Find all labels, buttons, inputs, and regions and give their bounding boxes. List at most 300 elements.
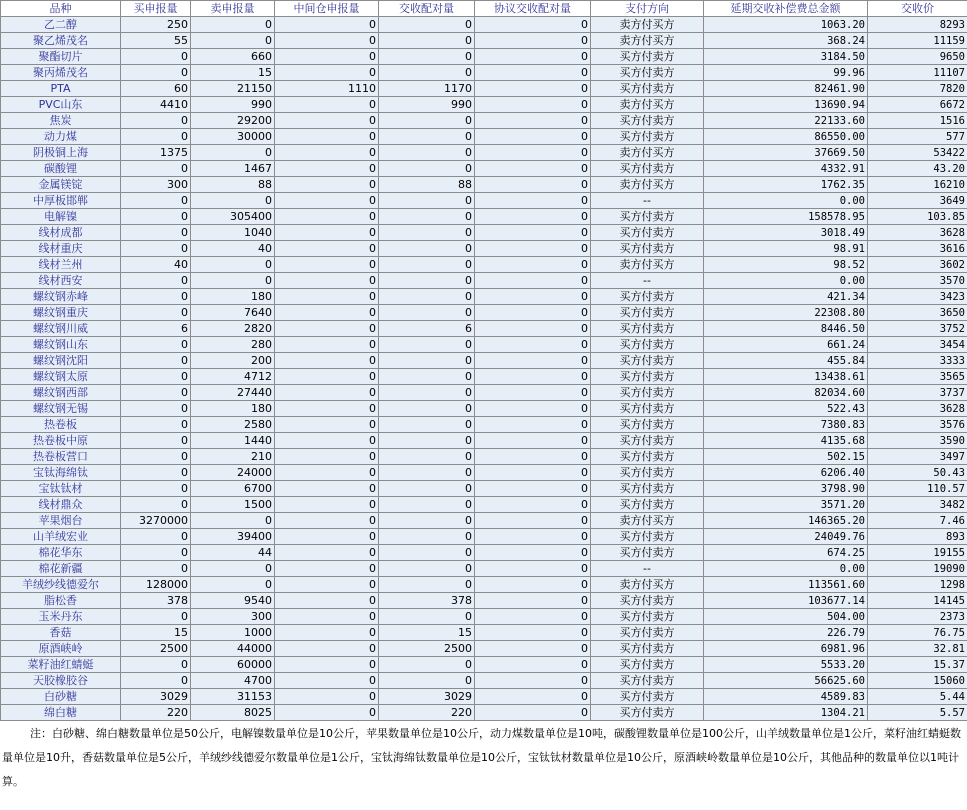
compensation-cell: 56625.60 [704, 673, 868, 689]
sell-qty-cell: 1500 [191, 497, 275, 513]
agreement-qty-cell: 0 [475, 609, 591, 625]
price-cell: 32.81 [868, 641, 967, 657]
pay-direction-cell: 卖方付买方 [591, 177, 704, 193]
price-cell: 76.75 [868, 625, 967, 641]
matched-qty-cell: 0 [379, 497, 475, 513]
agreement-qty-cell: 0 [475, 113, 591, 129]
mid-qty-cell: 0 [275, 465, 379, 481]
compensation-cell: 8446.50 [704, 321, 868, 337]
price-cell: 2373 [868, 609, 967, 625]
table-row [1, 113, 967, 129]
buy-qty-cell: 0 [121, 385, 191, 401]
buy-qty-cell: 220 [121, 705, 191, 721]
variety-cell: PTA [1, 81, 121, 97]
matched-qty-cell: 0 [379, 465, 475, 481]
variety-cell: 菜籽油红蜻蜓 [1, 657, 121, 673]
table-row [1, 481, 967, 497]
matched-qty-cell: 88 [379, 177, 475, 193]
variety-cell: 电解镍 [1, 209, 121, 225]
price-cell: 3752 [868, 321, 967, 337]
compensation-cell: 3018.49 [704, 225, 868, 241]
table-row [1, 497, 967, 513]
mid-qty-cell: 0 [275, 657, 379, 673]
sell-qty-cell: 0 [191, 273, 275, 289]
table-row [1, 337, 967, 353]
sell-qty-cell: 200 [191, 353, 275, 369]
buy-qty-cell: 0 [121, 113, 191, 129]
agreement-qty-cell: 0 [475, 561, 591, 577]
matched-qty-cell: 990 [379, 97, 475, 113]
matched-qty-cell: 0 [379, 609, 475, 625]
price-cell: 15060 [868, 673, 967, 689]
table-row [1, 561, 967, 577]
sell-qty-cell: 0 [191, 513, 275, 529]
price-cell: 103.85 [868, 209, 967, 225]
sell-qty-cell: 300 [191, 609, 275, 625]
table-row [1, 609, 967, 625]
header-compensation-total: 延期交收补偿费总金额 [704, 1, 868, 17]
buy-qty-cell: 0 [121, 129, 191, 145]
buy-qty-cell: 0 [121, 449, 191, 465]
variety-cell: 线材鼎众 [1, 497, 121, 513]
mid-qty-cell: 0 [275, 513, 379, 529]
price-cell: 7820 [868, 81, 967, 97]
price-cell: 577 [868, 129, 967, 145]
variety-cell: 螺纹钢太原 [1, 369, 121, 385]
agreement-qty-cell: 0 [475, 273, 591, 289]
compensation-cell: 103677.14 [704, 593, 868, 609]
price-cell: 3565 [868, 369, 967, 385]
pay-direction-cell: 买方付卖方 [591, 593, 704, 609]
price-cell: 5.57 [868, 705, 967, 721]
sell-qty-cell: 44 [191, 545, 275, 561]
price-cell: 3602 [868, 257, 967, 273]
variety-cell: 聚乙烯茂名 [1, 33, 121, 49]
variety-cell: 线材西安 [1, 273, 121, 289]
matched-qty-cell: 0 [379, 337, 475, 353]
compensation-cell: 4135.68 [704, 433, 868, 449]
table-row [1, 433, 967, 449]
price-cell: 3616 [868, 241, 967, 257]
agreement-qty-cell: 0 [475, 161, 591, 177]
table-row [1, 305, 967, 321]
price-cell: 8293 [868, 17, 967, 33]
sell-qty-cell: 1040 [191, 225, 275, 241]
compensation-cell: 13438.61 [704, 369, 868, 385]
buy-qty-cell: 40 [121, 257, 191, 273]
matched-qty-cell: 0 [379, 241, 475, 257]
agreement-qty-cell: 0 [475, 481, 591, 497]
variety-cell: 羊绒纱线德爱尔 [1, 577, 121, 593]
table-row [1, 209, 967, 225]
agreement-qty-cell: 0 [475, 369, 591, 385]
compensation-cell: 98.52 [704, 257, 868, 273]
table-row [1, 625, 967, 641]
variety-cell: 玉米丹东 [1, 609, 121, 625]
pay-direction-cell: 买方付卖方 [591, 289, 704, 305]
pay-direction-cell: 买方付卖方 [591, 465, 704, 481]
table-row [1, 705, 967, 721]
matched-qty-cell: 0 [379, 353, 475, 369]
compensation-cell: 5533.20 [704, 657, 868, 673]
price-cell: 3576 [868, 417, 967, 433]
agreement-qty-cell: 0 [475, 657, 591, 673]
table-row [1, 353, 967, 369]
variety-cell: 天胶橡胶谷 [1, 673, 121, 689]
mid-qty-cell: 0 [275, 17, 379, 33]
sell-qty-cell: 305400 [191, 209, 275, 225]
header-matched-qty: 交收配对量 [379, 1, 475, 17]
buy-qty-cell: 0 [121, 241, 191, 257]
buy-qty-cell: 0 [121, 417, 191, 433]
sell-qty-cell: 0 [191, 193, 275, 209]
buy-qty-cell: 0 [121, 497, 191, 513]
agreement-qty-cell: 0 [475, 49, 591, 65]
matched-qty-cell: 0 [379, 401, 475, 417]
compensation-cell: 1304.21 [704, 705, 868, 721]
price-cell: 19090 [868, 561, 967, 577]
pay-direction-cell: 买方付卖方 [591, 353, 704, 369]
sell-qty-cell: 4712 [191, 369, 275, 385]
pay-direction-cell: 买方付卖方 [591, 161, 704, 177]
pay-direction-cell: 买方付卖方 [591, 305, 704, 321]
sell-qty-cell: 27440 [191, 385, 275, 401]
agreement-qty-cell: 0 [475, 497, 591, 513]
header-buy-qty: 买申报量 [121, 1, 191, 17]
variety-cell: 热卷板营口 [1, 449, 121, 465]
variety-cell: 宝钛钛材 [1, 481, 121, 497]
matched-qty-cell: 220 [379, 705, 475, 721]
price-cell: 9650 [868, 49, 967, 65]
mid-qty-cell: 0 [275, 385, 379, 401]
matched-qty-cell: 3029 [379, 689, 475, 705]
sell-qty-cell: 2820 [191, 321, 275, 337]
agreement-qty-cell: 0 [475, 193, 591, 209]
compensation-cell: 4332.91 [704, 161, 868, 177]
mid-qty-cell: 0 [275, 625, 379, 641]
buy-qty-cell: 0 [121, 481, 191, 497]
buy-qty-cell: 0 [121, 609, 191, 625]
variety-cell: 螺纹钢无锡 [1, 401, 121, 417]
agreement-qty-cell: 0 [475, 465, 591, 481]
matched-qty-cell: 0 [379, 257, 475, 273]
compensation-cell: 3184.50 [704, 49, 868, 65]
compensation-cell: 7380.83 [704, 417, 868, 433]
price-cell: 3570 [868, 273, 967, 289]
buy-qty-cell: 0 [121, 193, 191, 209]
header-mid-qty: 中间仓申报量 [275, 1, 379, 17]
variety-cell: 阴极铜上海 [1, 145, 121, 161]
buy-qty-cell: 2500 [121, 641, 191, 657]
table-row [1, 577, 967, 593]
compensation-cell: 6206.40 [704, 465, 868, 481]
mid-qty-cell: 0 [275, 225, 379, 241]
pay-direction-cell: 买方付卖方 [591, 705, 704, 721]
compensation-cell: 86550.00 [704, 129, 868, 145]
buy-qty-cell: 300 [121, 177, 191, 193]
pay-direction-cell: 买方付卖方 [591, 689, 704, 705]
matched-qty-cell: 0 [379, 545, 475, 561]
buy-qty-cell: 1375 [121, 145, 191, 161]
header-sell-qty: 卖申报量 [191, 1, 275, 17]
pay-direction-cell: 卖方付买方 [591, 33, 704, 49]
table-row [1, 129, 967, 145]
price-cell: 3590 [868, 433, 967, 449]
pay-direction-cell: 买方付卖方 [591, 65, 704, 81]
sell-qty-cell: 60000 [191, 657, 275, 673]
sell-qty-cell: 990 [191, 97, 275, 113]
compensation-cell: 674.25 [704, 545, 868, 561]
mid-qty-cell: 0 [275, 209, 379, 225]
price-cell: 5.44 [868, 689, 967, 705]
pay-direction-cell: 买方付卖方 [591, 625, 704, 641]
pay-direction-cell: 卖方付买方 [591, 257, 704, 273]
agreement-qty-cell: 0 [475, 321, 591, 337]
variety-cell: 乙二醇 [1, 17, 121, 33]
price-cell: 11159 [868, 33, 967, 49]
variety-cell: 线材兰州 [1, 257, 121, 273]
variety-cell: 棉花新疆 [1, 561, 121, 577]
matched-qty-cell: 0 [379, 33, 475, 49]
agreement-qty-cell: 0 [475, 625, 591, 641]
matched-qty-cell: 0 [379, 513, 475, 529]
mid-qty-cell: 0 [275, 161, 379, 177]
table-row [1, 49, 967, 65]
pay-direction-cell: 买方付卖方 [591, 369, 704, 385]
pay-direction-cell: 买方付卖方 [591, 481, 704, 497]
sell-qty-cell: 0 [191, 257, 275, 273]
compensation-cell: 502.15 [704, 449, 868, 465]
matched-qty-cell: 0 [379, 385, 475, 401]
buy-qty-cell: 0 [121, 401, 191, 417]
matched-qty-cell: 0 [379, 369, 475, 385]
mid-qty-cell: 0 [275, 113, 379, 129]
compensation-cell: 0.00 [704, 561, 868, 577]
mid-qty-cell: 0 [275, 417, 379, 433]
table-row [1, 257, 967, 273]
agreement-qty-cell: 0 [475, 209, 591, 225]
mid-qty-cell: 0 [275, 449, 379, 465]
table-row [1, 289, 967, 305]
buy-qty-cell: 6 [121, 321, 191, 337]
sell-qty-cell: 15 [191, 65, 275, 81]
matched-qty-cell: 0 [379, 577, 475, 593]
mid-qty-cell: 0 [275, 289, 379, 305]
matched-qty-cell: 0 [379, 273, 475, 289]
matched-qty-cell: 0 [379, 113, 475, 129]
matched-qty-cell: 0 [379, 209, 475, 225]
variety-cell: 香菇 [1, 625, 121, 641]
pay-direction-cell: 买方付卖方 [591, 545, 704, 561]
variety-cell: 热卷板 [1, 417, 121, 433]
price-cell: 43.20 [868, 161, 967, 177]
price-cell: 3649 [868, 193, 967, 209]
header-delivery-price: 交收价 [868, 1, 967, 17]
compensation-cell: 158578.95 [704, 209, 868, 225]
buy-qty-cell: 0 [121, 305, 191, 321]
matched-qty-cell: 0 [379, 673, 475, 689]
mid-qty-cell: 0 [275, 257, 379, 273]
table-row [1, 449, 967, 465]
price-cell: 3650 [868, 305, 967, 321]
header-agreement-qty: 协议交收配对量 [475, 1, 591, 17]
matched-qty-cell: 0 [379, 17, 475, 33]
compensation-cell: 0.00 [704, 273, 868, 289]
sell-qty-cell: 660 [191, 49, 275, 65]
variety-cell: 脂松香 [1, 593, 121, 609]
agreement-qty-cell: 0 [475, 577, 591, 593]
matched-qty-cell: 0 [379, 193, 475, 209]
buy-qty-cell: 0 [121, 225, 191, 241]
variety-cell: 苹果烟台 [1, 513, 121, 529]
price-cell: 893 [868, 529, 967, 545]
sell-qty-cell: 0 [191, 33, 275, 49]
variety-cell: 螺纹钢西部 [1, 385, 121, 401]
pay-direction-cell: -- [591, 561, 704, 577]
price-cell: 3737 [868, 385, 967, 401]
price-cell: 3628 [868, 401, 967, 417]
matched-qty-cell: 15 [379, 625, 475, 641]
agreement-qty-cell: 0 [475, 289, 591, 305]
table-row [1, 273, 967, 289]
variety-cell: 宝钛海绵钛 [1, 465, 121, 481]
matched-qty-cell: 0 [379, 417, 475, 433]
mid-qty-cell: 0 [275, 273, 379, 289]
mid-qty-cell: 1110 [275, 81, 379, 97]
buy-qty-cell: 0 [121, 353, 191, 369]
compensation-cell: 24049.76 [704, 529, 868, 545]
buy-qty-cell: 0 [121, 161, 191, 177]
sell-qty-cell: 2580 [191, 417, 275, 433]
sell-qty-cell: 9540 [191, 593, 275, 609]
sell-qty-cell: 1440 [191, 433, 275, 449]
variety-cell: 白砂糖 [1, 689, 121, 705]
buy-qty-cell: 55 [121, 33, 191, 49]
compensation-cell: 37669.50 [704, 145, 868, 161]
compensation-cell: 1063.20 [704, 17, 868, 33]
table-header-row [1, 1, 967, 17]
matched-qty-cell: 0 [379, 65, 475, 81]
sell-qty-cell: 8025 [191, 705, 275, 721]
table-row [1, 97, 967, 113]
mid-qty-cell: 0 [275, 305, 379, 321]
pay-direction-cell: 买方付卖方 [591, 81, 704, 97]
sell-qty-cell: 180 [191, 289, 275, 305]
compensation-cell: 1762.35 [704, 177, 868, 193]
mid-qty-cell: 0 [275, 593, 379, 609]
variety-cell: 线材成都 [1, 225, 121, 241]
agreement-qty-cell: 0 [475, 417, 591, 433]
buy-qty-cell: 0 [121, 65, 191, 81]
pay-direction-cell: 买方付卖方 [591, 385, 704, 401]
matched-qty-cell: 0 [379, 529, 475, 545]
mid-qty-cell: 0 [275, 673, 379, 689]
buy-qty-cell: 0 [121, 657, 191, 673]
sell-qty-cell: 0 [191, 561, 275, 577]
matched-qty-cell: 0 [379, 225, 475, 241]
buy-qty-cell: 0 [121, 673, 191, 689]
matched-qty-cell: 0 [379, 657, 475, 673]
mid-qty-cell: 0 [275, 433, 379, 449]
table-row [1, 689, 967, 705]
matched-qty-cell: 0 [379, 145, 475, 161]
sell-qty-cell: 7640 [191, 305, 275, 321]
buy-qty-cell: 0 [121, 433, 191, 449]
matched-qty-cell: 0 [379, 433, 475, 449]
compensation-cell: 113561.60 [704, 577, 868, 593]
sell-qty-cell: 180 [191, 401, 275, 417]
variety-cell: 山羊绒宏业 [1, 529, 121, 545]
agreement-qty-cell: 0 [475, 225, 591, 241]
price-cell: 3454 [868, 337, 967, 353]
agreement-qty-cell: 0 [475, 257, 591, 273]
mid-qty-cell: 0 [275, 145, 379, 161]
agreement-qty-cell: 0 [475, 129, 591, 145]
pay-direction-cell: 买方付卖方 [591, 673, 704, 689]
price-cell: 3423 [868, 289, 967, 305]
sell-qty-cell: 24000 [191, 465, 275, 481]
sell-qty-cell: 210 [191, 449, 275, 465]
compensation-cell: 421.34 [704, 289, 868, 305]
agreement-qty-cell: 0 [475, 145, 591, 161]
buy-qty-cell: 0 [121, 465, 191, 481]
matched-qty-cell: 0 [379, 305, 475, 321]
sell-qty-cell: 29200 [191, 113, 275, 129]
agreement-qty-cell: 0 [475, 401, 591, 417]
price-cell: 53422 [868, 145, 967, 161]
sell-qty-cell: 0 [191, 577, 275, 593]
compensation-cell: 661.24 [704, 337, 868, 353]
table-row [1, 673, 967, 689]
variety-cell: 绵白糖 [1, 705, 121, 721]
mid-qty-cell: 0 [275, 177, 379, 193]
mid-qty-cell: 0 [275, 641, 379, 657]
table-row [1, 17, 967, 33]
price-cell: 3628 [868, 225, 967, 241]
buy-qty-cell: 0 [121, 545, 191, 561]
sell-qty-cell: 21150 [191, 81, 275, 97]
agreement-qty-cell: 0 [475, 177, 591, 193]
buy-qty-cell: 0 [121, 209, 191, 225]
agreement-qty-cell: 0 [475, 641, 591, 657]
sell-qty-cell: 0 [191, 17, 275, 33]
pay-direction-cell: 买方付卖方 [591, 641, 704, 657]
price-cell: 1516 [868, 113, 967, 129]
pay-direction-cell: 卖方付买方 [591, 513, 704, 529]
table-row [1, 641, 967, 657]
price-cell: 3333 [868, 353, 967, 369]
mid-qty-cell: 0 [275, 545, 379, 561]
variety-cell: 热卷板中原 [1, 433, 121, 449]
sell-qty-cell: 40 [191, 241, 275, 257]
pay-direction-cell: 买方付卖方 [591, 657, 704, 673]
variety-cell: 碳酸锂 [1, 161, 121, 177]
buy-qty-cell: 15 [121, 625, 191, 641]
table-row [1, 417, 967, 433]
pay-direction-cell: 卖方付买方 [591, 97, 704, 113]
matched-qty-cell: 0 [379, 449, 475, 465]
pay-direction-cell: 买方付卖方 [591, 225, 704, 241]
buy-qty-cell: 3029 [121, 689, 191, 705]
pay-direction-cell: 买方付卖方 [591, 337, 704, 353]
sell-qty-cell: 30000 [191, 129, 275, 145]
table-row [1, 65, 967, 81]
agreement-qty-cell: 0 [475, 33, 591, 49]
header-pay-direction: 支付方向 [591, 1, 704, 17]
mid-qty-cell: 0 [275, 529, 379, 545]
price-cell: 6672 [868, 97, 967, 113]
compensation-cell: 226.79 [704, 625, 868, 641]
